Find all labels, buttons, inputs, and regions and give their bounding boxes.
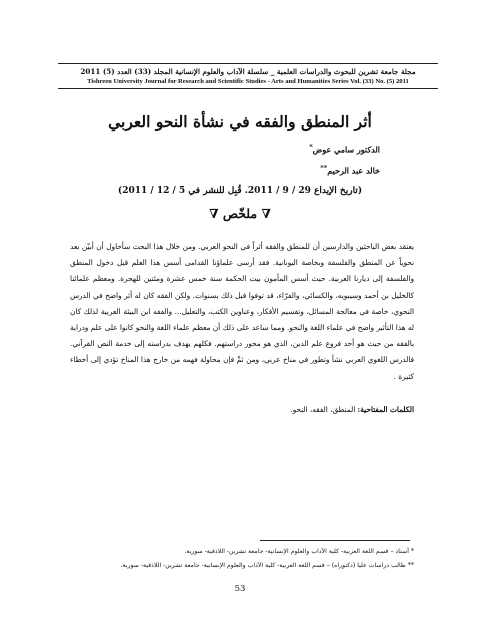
journal-header (58, 63, 438, 89)
journal-header-arabic: مجلة جامعة تشرين للبحوث والدراسات العلمية _ سلسلة الآداب والعلوم الإنسانية المجلد (33) العدد (5) 2011 (80, 67, 416, 76)
keywords (74, 404, 414, 415)
keywords-label: الكلمات المفتاحية: (357, 405, 414, 414)
author-1-name: الدكتور سامي عوض (312, 144, 380, 155)
keywords-value: المنطق، الفقه، النحو. (290, 405, 356, 414)
footnote-2: ** طالب دراسات عليا (دكتوراه) – قسم اللغة العربية- كلية الآداب والعلوم الإنسانية- جامعة تشرين- اللاذقية- سورية. (120, 562, 414, 569)
footnote-1: * أستاذ – قسم اللغة العربية- كلية الآداب والعلوم الإنسانية- جامعة تشرين- اللاذقية- سورية. (184, 548, 414, 555)
abstract-body (70, 239, 414, 385)
submission-dates: (تاريخ الإيداع 29 / 9 / 2011. قُبِل للنشر في 5 / 12 / 2011) (117, 186, 363, 196)
abstract-heading: ∇ ملخّص ∇ (209, 206, 271, 221)
footnote-divider (260, 540, 410, 541)
author-1 (309, 142, 380, 156)
author-2-mark: ** (320, 164, 328, 172)
author-2 (320, 163, 380, 177)
journal-header-english: Tishreen University Journal for Research and Scientific Studies - Arts and Humanities Series Vol. (33) No. (5) 2011 (87, 78, 409, 85)
page-number: 53 (234, 584, 246, 594)
author-2-name: خالد عبد الرحيم (327, 165, 380, 176)
abstract-paragraph: يعتقد بعض الباحثين والدارسين أن للمنطق والفقه أثراً في النحو العربي. ومن خلال هذا البحث سأحاول أن أبيّن بعد نحوياً عن المنطق والفلسفة وبخاصة اليونانية. فقد أرسى علماؤنا القدامى أسس هذا العلم قبل دخول المنطق والفلسفة إلى ديارنا العربية. حيث أسس المأمون بيت الحكمة سنة خمس عشرة ومئتين للهجرة. ومعظم علمائنا كالخليل بن أحمد وسيبويه، والكسائي، والفرّاء، قد توفوا قبل ذلك بسنوات. ولكن الفقه كان له أثر واضح في الدرس النحوي، خاصة في معالجة المسائل، وتقسيم الأفكار، وعناوين الكتب، والتعليل... والفقه ابن البيئة العربية لذلك كان له هذا التأثير واضح في علماء اللغة والنحو. ومما ساعد على ذلك أن معظم علماء اللغة والنحو كانوا على علم ودراية بالفقه من حيث هو أحد فروع علم الدين، الذي هو محور دراستهم. فكلهم يهدف بدراسته إلى خدمة النص القرآني. فالدرس اللغوي العربي نشأ وتطور في مناخ عربي، ومن ثمَّ فإن محاولة فهمه من خارج هذا المناخ تؤدي إلى أخطاء كثيرة . (70, 242, 414, 381)
article-title: أثر المنطق والفقه في نشأة النحو العربي (108, 112, 372, 131)
author-1-mark: * (309, 143, 313, 151)
